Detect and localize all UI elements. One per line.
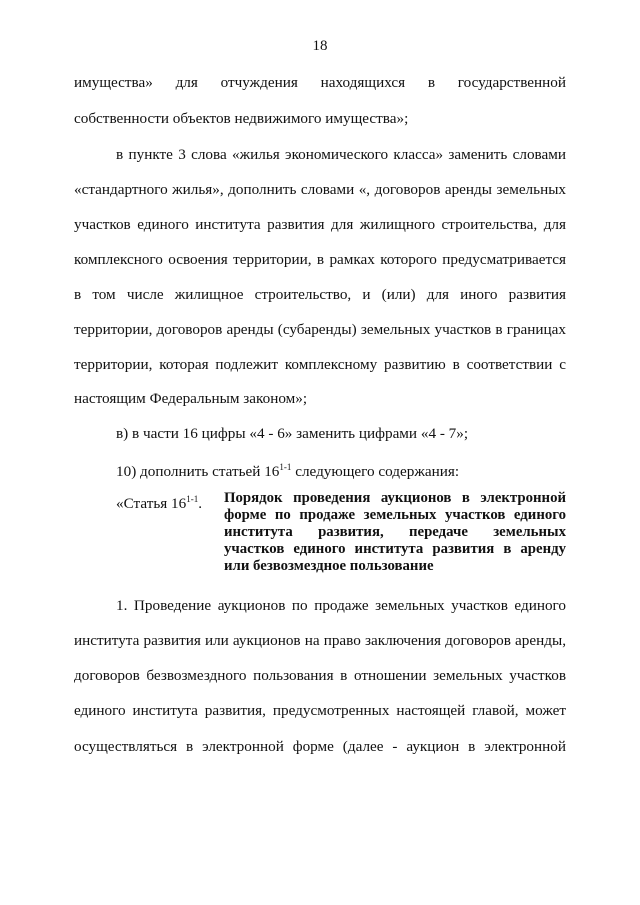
page-number: 18 (312, 38, 328, 54)
text-line: территории, договоров аренды (субаренды) земельных участков в границах (74, 321, 566, 338)
text-line (116, 458, 566, 481)
article-heading-line: Порядок проведения аукционов в электронной (224, 490, 566, 506)
body-line: договоров безвозмездного пользования в отношении земельных участков (74, 667, 566, 684)
text-line: настоящим Федеральным законом»; (74, 390, 308, 407)
text-line: «стандартного жилья», дополнить словами «, договоров аренды земельных (74, 181, 566, 198)
text-line: в) в части 16 цифры «4 - 6» заменить цифрами «4 - 7»; (116, 425, 469, 442)
text-line: в том числе жилищное строительство, и (или) для иного развития (74, 286, 566, 303)
article-label-prefix: «Статья 16 (116, 495, 187, 512)
article-heading-line: института развития, передаче земельных (224, 524, 566, 540)
body-line: института развития или аукционов на право заключения договоров аренды, (74, 632, 566, 649)
body-line: 1. Проведение аукционов по продаже земельных участков единого (116, 597, 566, 614)
text-line: территории, которая подлежит комплексному развитию в соответствии с (74, 356, 566, 373)
article-heading-line: участков единого института развития в аренду (224, 541, 566, 557)
superscript: 1-1 (279, 462, 292, 472)
text-line: собственности объектов недвижимого имущества»; (74, 110, 409, 127)
text-fragment: 10) дополнить статьей 16 (116, 463, 280, 480)
article-label-superscript: 1-1 (186, 494, 199, 504)
article-heading-line: или безвозмездное пользование (224, 558, 434, 574)
body-line: осуществляться в электронной форме (далее - аукцион в электронной (74, 738, 566, 755)
body-line: единого института развития, предусмотренных настоящей главой, может (74, 702, 566, 719)
article-heading-line: форме по продаже земельных участков единого (224, 507, 566, 523)
text-fragment: следующего содержания: (291, 463, 460, 480)
text-line: в пункте 3 слова «жилья экономического класса» заменить словами (116, 146, 566, 163)
text-line: комплексного освоения территории, в рамках которого предусматривается (74, 251, 566, 268)
article-label (116, 490, 202, 513)
article-label-suffix: . (198, 495, 203, 512)
text-line: имущества» для отчуждения находящихся в государственной (74, 74, 566, 91)
text-line: участков единого института развития для жилищного строительства, для (74, 216, 566, 233)
